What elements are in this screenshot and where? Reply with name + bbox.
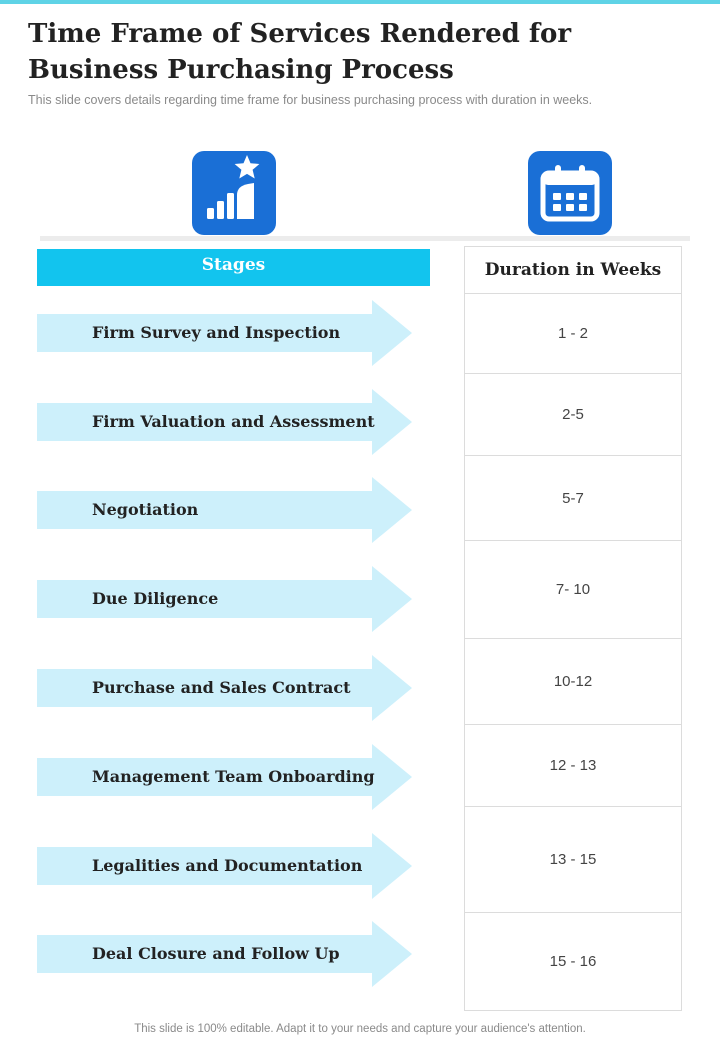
stage-arrow: [37, 477, 412, 543]
duration-cell: 10-12: [465, 639, 681, 725]
duration-cell: 1 - 2: [465, 293, 681, 374]
stage-label: Due Diligence: [92, 589, 219, 608]
stage-arrow: [37, 655, 412, 721]
page-title: Time Frame of Services Rendered for Business Purchasing Process: [28, 19, 572, 85]
duration-cell: 7- 10: [465, 541, 681, 639]
stage-label: Negotiation: [92, 500, 199, 519]
stages-header: Stages: [37, 249, 430, 286]
stage-arrow: [37, 389, 412, 455]
stage-label: Firm Valuation and Assessment: [92, 412, 375, 431]
calendar-icon: [528, 151, 612, 235]
stage-label: Firm Survey and Inspection: [92, 323, 341, 342]
duration-cell: 13 - 15: [465, 807, 681, 913]
stage-arrow: [37, 566, 412, 632]
page-subtitle: This slide covers details regarding time frame for business purchasing process with duration in weeks.: [28, 93, 593, 107]
stage-label: Deal Closure and Follow Up: [92, 944, 340, 963]
duration-cell: 2-5: [465, 374, 681, 456]
top-accent-bar: [0, 0, 720, 4]
duration-cell: 5-7: [465, 456, 681, 541]
footer-note: This slide is 100% editable. Adapt it to your needs and capture your audience's attention.: [134, 1023, 586, 1035]
duration-header: Duration in Weeks: [465, 247, 681, 294]
stage-label: Legalities and Documentation: [92, 856, 363, 875]
stage-label: Purchase and Sales Contract: [92, 678, 351, 697]
stage-arrow: [37, 744, 412, 810]
stage-arrow: [37, 300, 412, 366]
stage-arrow: [37, 833, 412, 899]
duration-cell: 15 - 16: [549, 953, 597, 970]
section-divider: [40, 236, 690, 241]
stage-arrow: [37, 921, 412, 987]
stage-label: Management Team Onboarding: [92, 767, 375, 786]
duration-table: [464, 246, 682, 1011]
growth-chart-star-icon: [192, 151, 276, 235]
duration-cell: 12 - 13: [465, 725, 681, 807]
